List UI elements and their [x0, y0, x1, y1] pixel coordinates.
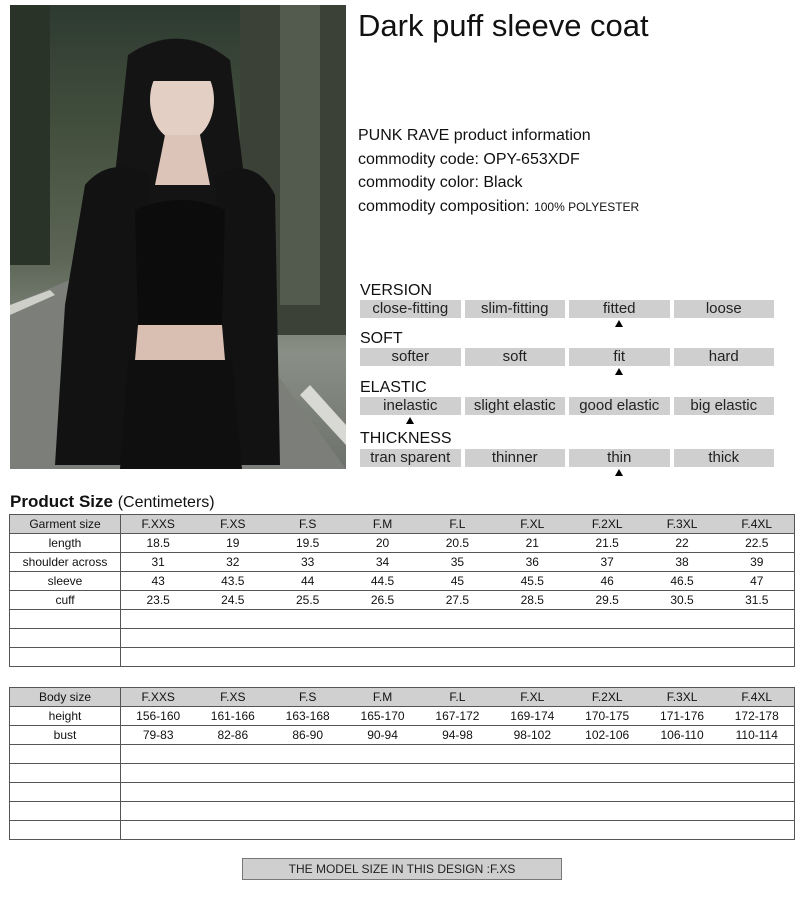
- empty-row: [10, 745, 795, 764]
- thickness-marker-icon: [615, 469, 623, 476]
- size-column-header: F.2XL: [570, 515, 645, 534]
- size-column-header: F.XS: [195, 515, 270, 534]
- size-column-header: F.4XL: [720, 515, 795, 534]
- row-label: sleeve: [10, 572, 121, 591]
- elastic-option: good elastic: [569, 397, 670, 415]
- table-cell: 21: [495, 534, 570, 553]
- table-cell: 26.5: [345, 591, 420, 610]
- size-column-header: F.XXS: [121, 688, 196, 707]
- table-cell: 43.5: [195, 572, 270, 591]
- table-cell: 163-168: [270, 707, 345, 726]
- table-cell: 165-170: [345, 707, 420, 726]
- elastic-marker-icon: [406, 417, 414, 424]
- garment-header-row: [10, 515, 795, 534]
- table-cell: 22: [645, 534, 720, 553]
- table-cell: 20.5: [420, 534, 495, 553]
- soft-option: fit: [569, 348, 670, 366]
- table-cell: 25.5: [270, 591, 345, 610]
- commodity-color: [358, 171, 639, 195]
- table-cell: 46: [570, 572, 645, 591]
- empty-row: [10, 802, 795, 821]
- empty-row: [10, 783, 795, 802]
- garment-header-label: Garment size: [10, 515, 121, 534]
- empty-row: [10, 629, 795, 648]
- soft-title: SOFT: [360, 330, 403, 347]
- table-cell: 79-83: [121, 726, 196, 745]
- table-cell: 45.5: [495, 572, 570, 591]
- thickness-option: thinner: [465, 449, 566, 467]
- version-option: close-fitting: [360, 300, 461, 318]
- table-cell: 18.5: [121, 534, 196, 553]
- commodity-composition: [358, 195, 639, 220]
- product-title: Dark puff sleeve coat: [358, 8, 649, 43]
- size-column-header: F.S: [270, 688, 345, 707]
- table-cell: 44: [270, 572, 345, 591]
- table-cell: 172-178: [720, 707, 795, 726]
- table-cell: 36: [495, 553, 570, 572]
- size-column-header: F.3XL: [645, 688, 720, 707]
- version-title: VERSION: [360, 282, 433, 299]
- size-column-header: F.3XL: [645, 515, 720, 534]
- table-cell: 106-110: [645, 726, 720, 745]
- table-cell: 31: [121, 553, 196, 572]
- table-cell: 38: [645, 553, 720, 572]
- table-cell: 32: [195, 553, 270, 572]
- product-info: [358, 124, 639, 219]
- color-value: Black: [483, 174, 523, 191]
- model-size-note: THE MODEL SIZE IN THIS DESIGN :F.XS: [242, 858, 562, 880]
- size-column-header: F.M: [345, 515, 420, 534]
- table-cell: 24.5: [195, 591, 270, 610]
- row-label: cuff: [10, 591, 121, 610]
- table-row: [10, 591, 795, 610]
- soft-option: softer: [360, 348, 461, 366]
- table-cell: 29.5: [570, 591, 645, 610]
- empty-row: [10, 821, 795, 840]
- soft-scale: [360, 348, 774, 366]
- table-cell: 39: [720, 553, 795, 572]
- table-cell: 19.5: [270, 534, 345, 553]
- elastic-title: ELASTIC: [360, 379, 427, 396]
- size-column-header: F.XS: [195, 688, 270, 707]
- table-cell: 82-86: [195, 726, 270, 745]
- soft-option: soft: [465, 348, 566, 366]
- table-row: [10, 707, 795, 726]
- table-cell: 86-90: [270, 726, 345, 745]
- garment-size-table: [9, 514, 795, 667]
- table-cell: 90-94: [345, 726, 420, 745]
- thickness-scale: [360, 449, 774, 467]
- table-cell: 171-176: [645, 707, 720, 726]
- size-column-header: F.L: [420, 515, 495, 534]
- table-row: [10, 553, 795, 572]
- table-cell: 43: [121, 572, 196, 591]
- elastic-option: inelastic: [360, 397, 461, 415]
- version-option: fitted: [569, 300, 670, 318]
- soft-marker-icon: [615, 368, 623, 375]
- version-option: loose: [674, 300, 775, 318]
- table-row: [10, 726, 795, 745]
- table-cell: 98-102: [495, 726, 570, 745]
- table-cell: 34: [345, 553, 420, 572]
- row-label: bust: [10, 726, 121, 745]
- size-column-header: F.M: [345, 688, 420, 707]
- table-cell: 170-175: [570, 707, 645, 726]
- version-scale: [360, 300, 774, 318]
- size-unit: (Centimeters): [117, 494, 215, 511]
- composition-value: 100% POLYESTER: [534, 199, 640, 214]
- table-cell: 20: [345, 534, 420, 553]
- table-cell: 37: [570, 553, 645, 572]
- table-cell: 28.5: [495, 591, 570, 610]
- empty-row: [10, 648, 795, 667]
- table-cell: 27.5: [420, 591, 495, 610]
- table-cell: 22.5: [720, 534, 795, 553]
- size-title-text: Product Size: [10, 492, 113, 511]
- info-heading: PUNK RAVE product information: [358, 127, 591, 144]
- body-header-label: Body size: [10, 688, 121, 707]
- version-marker-icon: [615, 320, 623, 327]
- size-column-header: F.XL: [495, 688, 570, 707]
- table-cell: 31.5: [720, 591, 795, 610]
- size-column-header: F.XXS: [121, 515, 196, 534]
- table-cell: 45: [420, 572, 495, 591]
- table-cell: 110-114: [720, 726, 795, 745]
- thickness-title: THICKNESS: [360, 430, 452, 447]
- body-size-table: [9, 687, 795, 840]
- elastic-option: big elastic: [674, 397, 775, 415]
- table-cell: 169-174: [495, 707, 570, 726]
- table-cell: 102-106: [570, 726, 645, 745]
- color-label: commodity color:: [358, 174, 484, 191]
- table-cell: 46.5: [645, 572, 720, 591]
- table-cell: 21.5: [570, 534, 645, 553]
- table-cell: 19: [195, 534, 270, 553]
- size-column-header: F.4XL: [720, 688, 795, 707]
- table-cell: 156-160: [121, 707, 196, 726]
- elastic-scale: [360, 397, 774, 415]
- row-label: shoulder across: [10, 553, 121, 572]
- row-label: height: [10, 707, 121, 726]
- commodity-code: [358, 148, 639, 172]
- table-cell: 47: [720, 572, 795, 591]
- table-cell: 33: [270, 553, 345, 572]
- empty-row: [10, 764, 795, 783]
- table-cell: 30.5: [645, 591, 720, 610]
- elastic-option: slight elastic: [465, 397, 566, 415]
- thickness-option: thick: [674, 449, 775, 467]
- row-label: length: [10, 534, 121, 553]
- table-cell: 94-98: [420, 726, 495, 745]
- code-value: OPY-653XDF: [483, 150, 580, 168]
- version-option: slim-fitting: [465, 300, 566, 318]
- product-size-title: [10, 492, 215, 512]
- composition-label: commodity composition:: [358, 197, 535, 215]
- table-cell: 167-172: [420, 707, 495, 726]
- empty-row: [10, 610, 795, 629]
- soft-option: hard: [674, 348, 775, 366]
- code-label: commodity code:: [358, 150, 484, 168]
- size-column-header: F.S: [270, 515, 345, 534]
- table-row: [10, 572, 795, 591]
- body-header-row: [10, 688, 795, 707]
- table-cell: 35: [420, 553, 495, 572]
- table-row: [10, 534, 795, 553]
- thickness-option: thin: [569, 449, 670, 467]
- table-cell: 161-166: [195, 707, 270, 726]
- table-cell: 23.5: [121, 591, 196, 610]
- size-column-header: F.L: [420, 688, 495, 707]
- product-photo: [10, 5, 346, 469]
- size-column-header: F.XL: [495, 515, 570, 534]
- size-column-header: F.2XL: [570, 688, 645, 707]
- table-cell: 44.5: [345, 572, 420, 591]
- thickness-option: tran sparent: [360, 449, 461, 467]
